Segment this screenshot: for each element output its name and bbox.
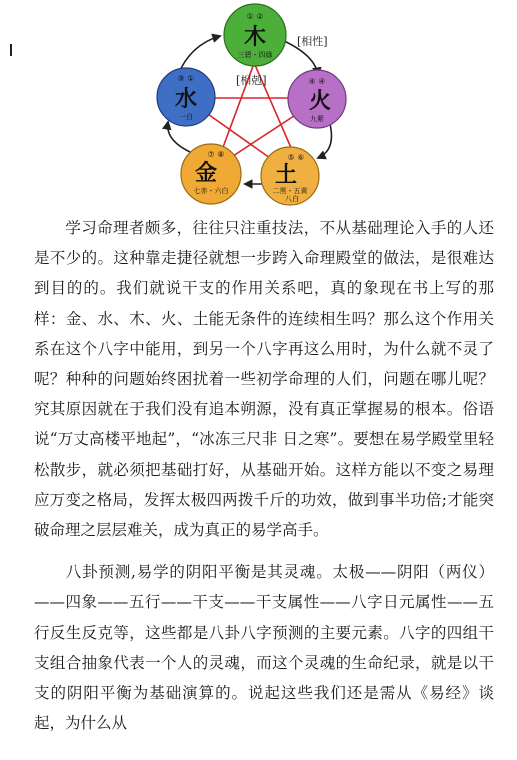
- water-sub: 一白: [179, 113, 193, 121]
- earth-char: 土: [274, 162, 298, 188]
- fire-sub: 九紫: [310, 115, 324, 123]
- fire-nums: ④ ④: [308, 77, 326, 86]
- element-wood: [224, 4, 286, 66]
- label-sheng: [相性]: [297, 35, 328, 48]
- body-text: [34, 213, 494, 738]
- controlling-cycle: [205, 58, 302, 158]
- label-ke: [相剋]: [236, 74, 267, 87]
- control-line-wood-earth: [252, 58, 292, 150]
- wood-sub: 三碧・四綠: [237, 51, 273, 59]
- element-earth: [261, 147, 319, 205]
- metal-char: 金: [194, 160, 218, 186]
- paragraph-2-text: 八卦预测,易学的阴阳平衡是其灵魂。太极——阴阳（两仪）——四象——五行——干支——干支属性——八字日元属性——五行反生反克等，这些都是八卦八字预测的主要元素。八字的四组干支组合抽象代表一个人的灵魂，而这个灵魂的生命纪录，就是以干支的阴阳平衡为基础演算的。说起这些我们还是需从《易经》谈起，为什么从: [34, 563, 494, 733]
- paragraph-1: [34, 213, 494, 545]
- fire-char: 火: [308, 88, 332, 114]
- metal-nums: ⑦ ⑧: [207, 150, 225, 159]
- paragraph-1-text: 学习命理者颇多，往往只注重技法，不从基础理论入手的人还是不少的。这种靠走捷径就想一步跨入命理殿堂的做法，是很难达到目的的。我们就说干支的作用关系吧，真的象现在书上写的那样：金、水、木、火、土能无条件的连续相生吗？那么这个作用关系在这个八字中能用，到另一个八字再这么用时，为什么就不灵了呢？种种的问题始终困扰着一些初学命理的人们，问题在哪儿呢？究其原因就在于我们没有追本朔源，没有真正掌握易的根本。俗语说“万丈高楼平地起”，“冰冻三尺非 日之寒”。要想在易学殿堂里轻松散步，就必须把基础打好，从基础开始。这样方能以不变之易理应万变之格局，发挥太极四两拨千斤的功效，做到事半功倍;才能突破命理之层层难关，成为真正的易学高手。: [34, 219, 494, 540]
- element-water: [157, 68, 215, 126]
- water-char: 水: [174, 86, 198, 112]
- wood-char: 木: [243, 24, 267, 50]
- water-nums: ⑨ ①: [177, 74, 195, 83]
- earth-sub2: 八白: [285, 195, 299, 203]
- wood-nums: ① ②: [246, 12, 264, 21]
- earth-nums: ⑤ ⑥: [287, 153, 305, 162]
- element-fire: [288, 70, 346, 128]
- paragraph-2: [34, 557, 494, 738]
- five-elements-diagram: [0, 0, 517, 210]
- earth-sub: 二黑・五黄: [272, 187, 308, 195]
- metal-sub: 七赤・六白: [193, 187, 229, 195]
- cycle-arrow-fire-earth: [318, 124, 332, 158]
- element-metal: [181, 144, 241, 204]
